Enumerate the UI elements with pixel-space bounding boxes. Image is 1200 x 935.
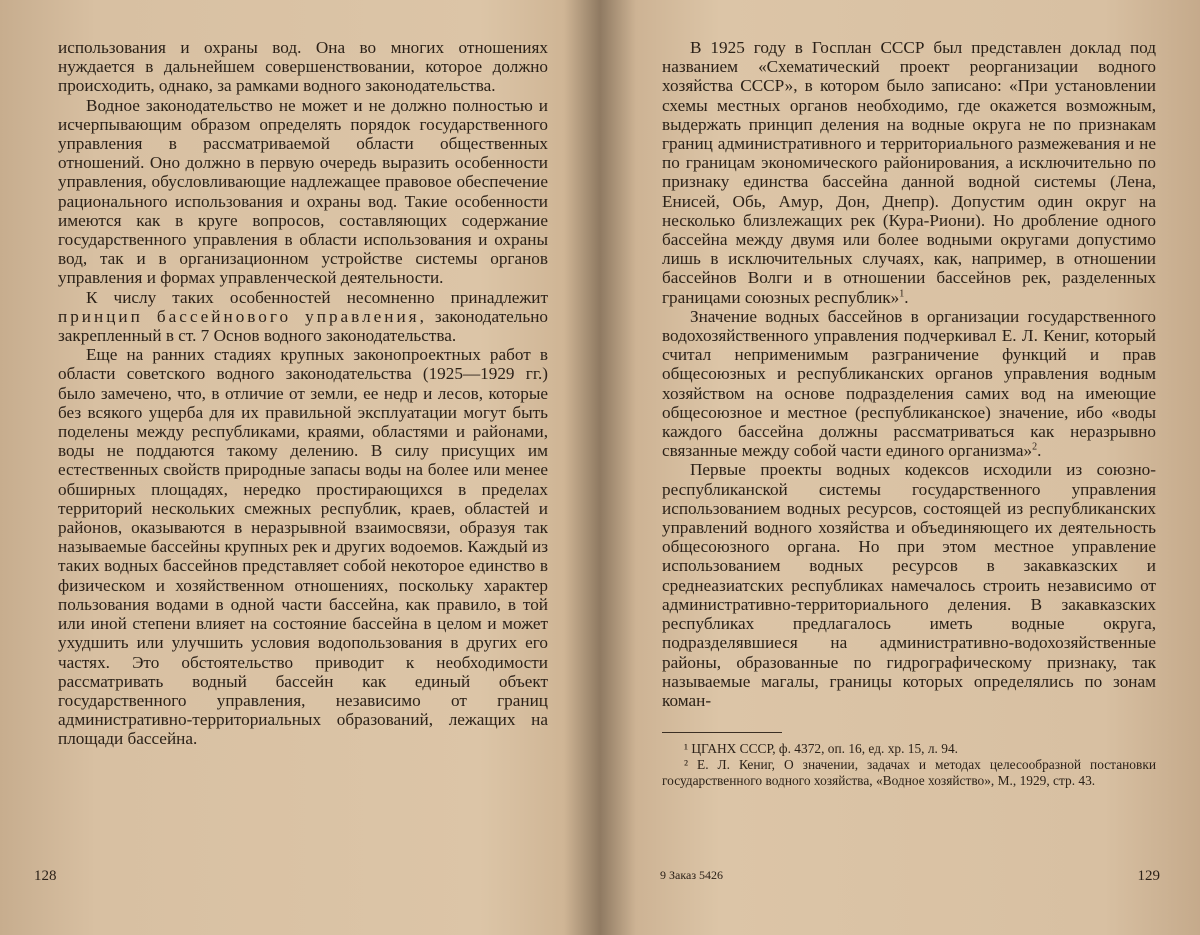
footnote-ref: 1 — [899, 287, 905, 299]
paragraph: Водное законодательство не может и не должно полностью и исчерпывающим образом определять порядок государственного управления в рассматриваемой области общественных отношений. Оно должно в первую очередь выразить особенности управления, обусловливающие надлежащее правовое обеспечение рационального использования и охраны вод. Такие особенности имеются как в круге вопросов, составляющих содержание государственного управления в области использования и охраны вод, так и в организационном устройстве системы органов управления и формах управленческой деятельности. — [58, 95, 548, 288]
page-number: 128 — [34, 868, 57, 884]
paragraph — [58, 288, 548, 346]
page-number: 129 — [1137, 868, 1160, 884]
paragraph: использования и охраны вод. Она во многих отношениях нуждается в дальнейшем совершенствовании, которое должно происходить, однако, за рамками водного законодательства. — [58, 38, 548, 96]
paragraph-text: . — [1037, 441, 1042, 461]
footnote: ² Е. Л. Кениг, О значении, задачах и методах целесообразной постановки государственного водного хозяйства, «Водное хозяйство», М., 1929, стр. 43. — [662, 757, 1156, 789]
paragraph-text: . — [904, 287, 909, 307]
footnote-divider — [662, 732, 782, 733]
footnote-ref: 2 — [1032, 441, 1038, 453]
paragraph: Первые проекты водных кодексов исходили из союзно-республиканской системы государственного управления использованием водных ресурсов, состоящей из республиканских управлений водного хозяйства и объединяющего их деятельность общесоюзного органа. Но при этом местное управление использованием водных ресурсов в закавказских и среднеазиатских республиках намечалось строить независимо от административно-территориального деления. В закавказских республиках предлагалось иметь водные округа, подразделявшиеся на административно-водохозяйственные районы, образованные по гидрографическому признаку, так называемые магалы, границы которых определялись по зонам коман- — [662, 460, 1156, 710]
paragraph — [662, 307, 1156, 461]
paragraph-text: К числу таких особенностей несомненно принадлежит — [86, 287, 548, 307]
paragraph-text: Значение водных бассейнов в организации государственного водохозяйственного управления подчеркивал Е. Л. Кениг, который считал неприменимым разграничение функций и прав общесоюзных и республиканских органов управления водным хозяйством на основе подразделения самих вод на имеющие общесоюзное и местное (республиканское) значение, ибо «воды каждого бассейна должны рассматриваться как неразрывно связанные между собой части единого организма» — [662, 306, 1156, 461]
footnote: ¹ ЦГАНХ СССР, ф. 4372, оп. 16, ед. хр. 15, л. 94. — [684, 741, 958, 757]
paragraph-text: В 1925 году в Госплан СССР был представлен доклад под названием «Схематический проект реорганизации водного хозяйства СССР», в котором было записано: «При установлении схемы местных органов необходимо, где окажется возможным, выдержать принцип деления на водные округа не по признакам границ административного и территориального размежевания и не по границам экономического районирования, а исключительно по признаку единства бассейна данной водной системы (Лена, Енисей, Обь, Амур, Дон, Днепр). Допустим один округ на несколько близлежащих рек (Кура-Риони). Но дробление одного бассейна между двумя или более водными округами допустимо лишь в исключительных случаях, как, например, в отношении бассейнов Волги и в отношении бассейнов рек, разделенных границами союзных республик» — [662, 38, 1156, 307]
paragraph-text: , законодательно закрепленный в ст. 7 Основ водного законодательства. — [58, 306, 548, 346]
right-page — [600, 0, 1200, 935]
paragraph: Еще на ранних стадиях крупных законопроектных работ в области советского водного законодательства (1925—1929 гг.) было замечено, что, в отличие от земли, ее недр и лесов, которые без всякого ущерба для их правильной эксплуатации могут быть поделены между республиками, краями, областями и районами, воды не поддаются такому делению. В силу присущих им естественных свойств природные запасы воды на более или менее обширных площадях, нередко простирающихся в пределах территорий нескольких смежных республик, краев, областей и районов, оказываются в неразрывной взаимосвязи, образуя так называемые бассейны крупных рек и других водоемов. Каждый из таких водных бассейнов представляет собой некоторое единство в физическом и хозяйственном отношениях, поскольку характер пользования водами в одной части бассейна, как правило, в той или иной степени влияет на состояние бассейна в целом и может ухудшить или улучшить условия водопользования в других его частях. Это обстоятельство приводит к необходимости рассматривать водный бассейн как единый объект государственного управления, независимо от границ административно-территориальных образований, лежащих на площади бассейна. — [58, 345, 548, 749]
printer-signature: 9 Заказ 5426 — [660, 868, 724, 882]
emphasized-term: принцип бассейнового управления — [58, 306, 420, 326]
paragraph — [662, 38, 1156, 307]
